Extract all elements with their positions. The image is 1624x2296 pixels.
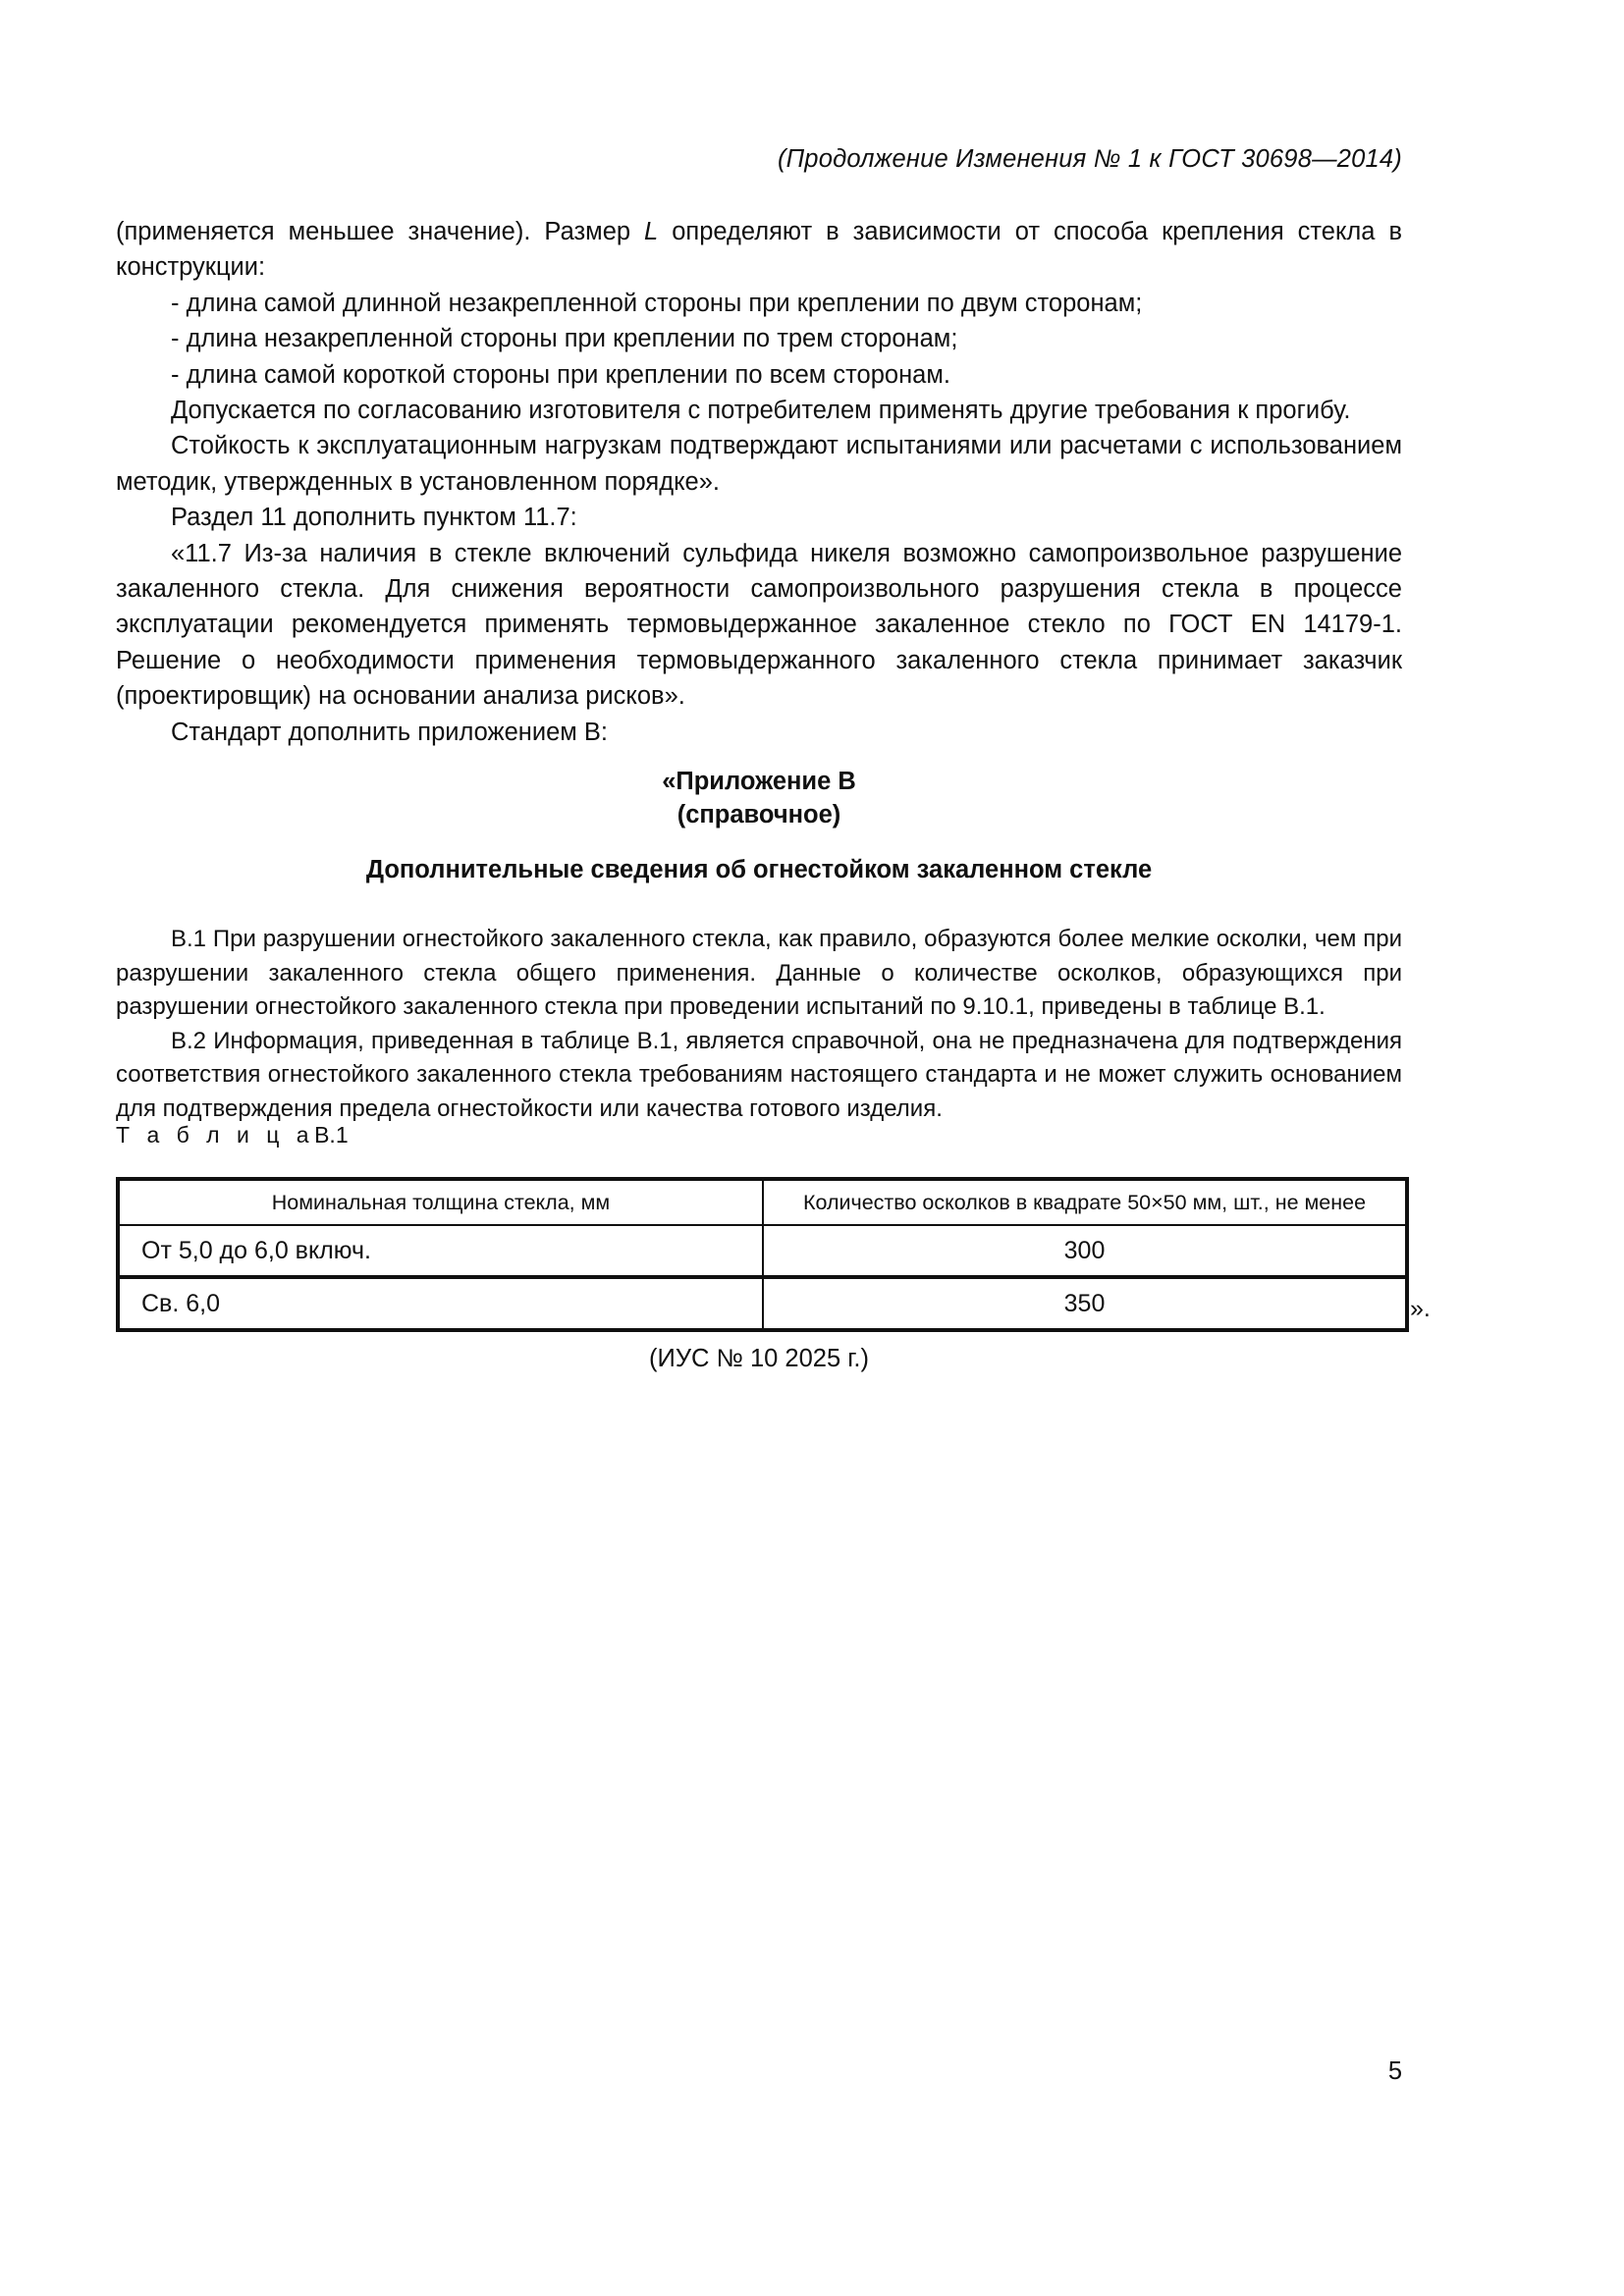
table-cell-thickness: Св. 6,0 [118, 1277, 763, 1330]
appendix-heading [116, 765, 1402, 831]
list-item-bullet-2: - длина незакрепленной стороны при креплении по трем сторонам; [171, 325, 958, 353]
table-caption-number: В.1 [314, 1122, 349, 1148]
body-text-block [116, 214, 1402, 750]
paragraph-operational-loads: Стойкость к эксплуатационным нагрузкам подтверждают испытаниями или расчетами с использованием методик, утвержденных в установленном порядке». [116, 432, 1402, 496]
table-header-row [118, 1179, 1407, 1225]
appendix-heading-line-1: «Приложение В [662, 768, 856, 795]
paragraph-add-appendix: Стандарт дополнить приложением В: [171, 718, 609, 746]
table-cell-fragments: 350 [763, 1277, 1407, 1330]
appendix-notes-block [116, 923, 1402, 1126]
list-item-bullet-3: - длина самой короткой стороны при креплении по всем сторонам. [171, 360, 950, 389]
table-cell-fragments: 300 [763, 1225, 1407, 1277]
table-b1-wrapper [116, 1177, 1399, 1332]
table-row [118, 1225, 1407, 1277]
closing-quotation-mark: ». [1410, 1295, 1431, 1322]
table-row [118, 1277, 1407, 1330]
appendix-title: Дополнительные сведения об огнестойком закаленном стекле [365, 856, 1153, 883]
variable-l: L [644, 218, 659, 245]
table-b1 [116, 1177, 1409, 1332]
paragraph-b1: В.1 При разрушении огнестойкого закаленного стекла, как правило, образуются более мелкие осколки, чем при разрушении закаленного стекла общего применения. Данные о количестве осколков, образующихся при разрушении огнестойкого закаленного стекла при проведении испытаний по 9.10.1, приведены в таблице В.1. [116, 926, 1402, 1020]
paragraph-text-after-variable: определяют в зависимости от способа крепления стекла в конструкции: [116, 218, 1402, 282]
appendix-heading-line-2: (справочное) [677, 801, 841, 828]
list-item-bullet-1: - длина самой длинной незакрепленной стороны при креплении по двум сторонам; [171, 289, 1143, 317]
paragraph-section-11-amendment: Раздел 11 дополнить пунктом 11.7: [171, 504, 577, 532]
table-caption [116, 1122, 349, 1148]
table-cell-thickness: От 5,0 до 6,0 включ. [118, 1225, 763, 1277]
paragraph-size-definition [116, 214, 1402, 286]
ius-footer-note: (ИУС № 10 2025 г.) [649, 1345, 869, 1372]
paragraph-text-before-variable: (применяется меньшее значение). Размер [116, 218, 645, 245]
paragraph-clause-11-7: «11.7 Из-за наличия в стекле включений сульфида никеля возможно самопроизвольное разрушение закаленного стекла. Для снижения вероятности самопроизвольного разрушения стекла в процессе эксплуатации рекомендуется применять термовыдержанное закаленное стекло по ГОСТ EN 14179-1. Решение о необходимости применения термовыдержанного закаленного стекла принимает заказчик (проектировщик) на основании анализа рисков». [116, 539, 1402, 711]
table-header-cell-thickness: Номинальная толщина стекла, мм [118, 1179, 763, 1225]
paragraph-b2: В.2 Информация, приведенная в таблице В.1, является справочной, она не предназначена для подтверждения соответствия огнестойкого закаленного стекла требованиям настоящего стандарта и не может служить основанием для подтверждения предела огнестойкости или качества готового изделия. [116, 1027, 1402, 1122]
page-number: 5 [1387, 2057, 1402, 2085]
running-head: (Продолжение Изменения № 1 к ГОСТ 30698—2014) [777, 145, 1402, 173]
paragraph-deflection-agreement: Допускается по согласованию изготовителя с потребителем применять другие требования к прогибу. [171, 397, 1351, 425]
table-header-cell-fragments: Количество осколков в квадрате 50×50 мм, шт., не менее [763, 1179, 1407, 1225]
table-caption-label: Т а б л и ц а [116, 1122, 315, 1148]
